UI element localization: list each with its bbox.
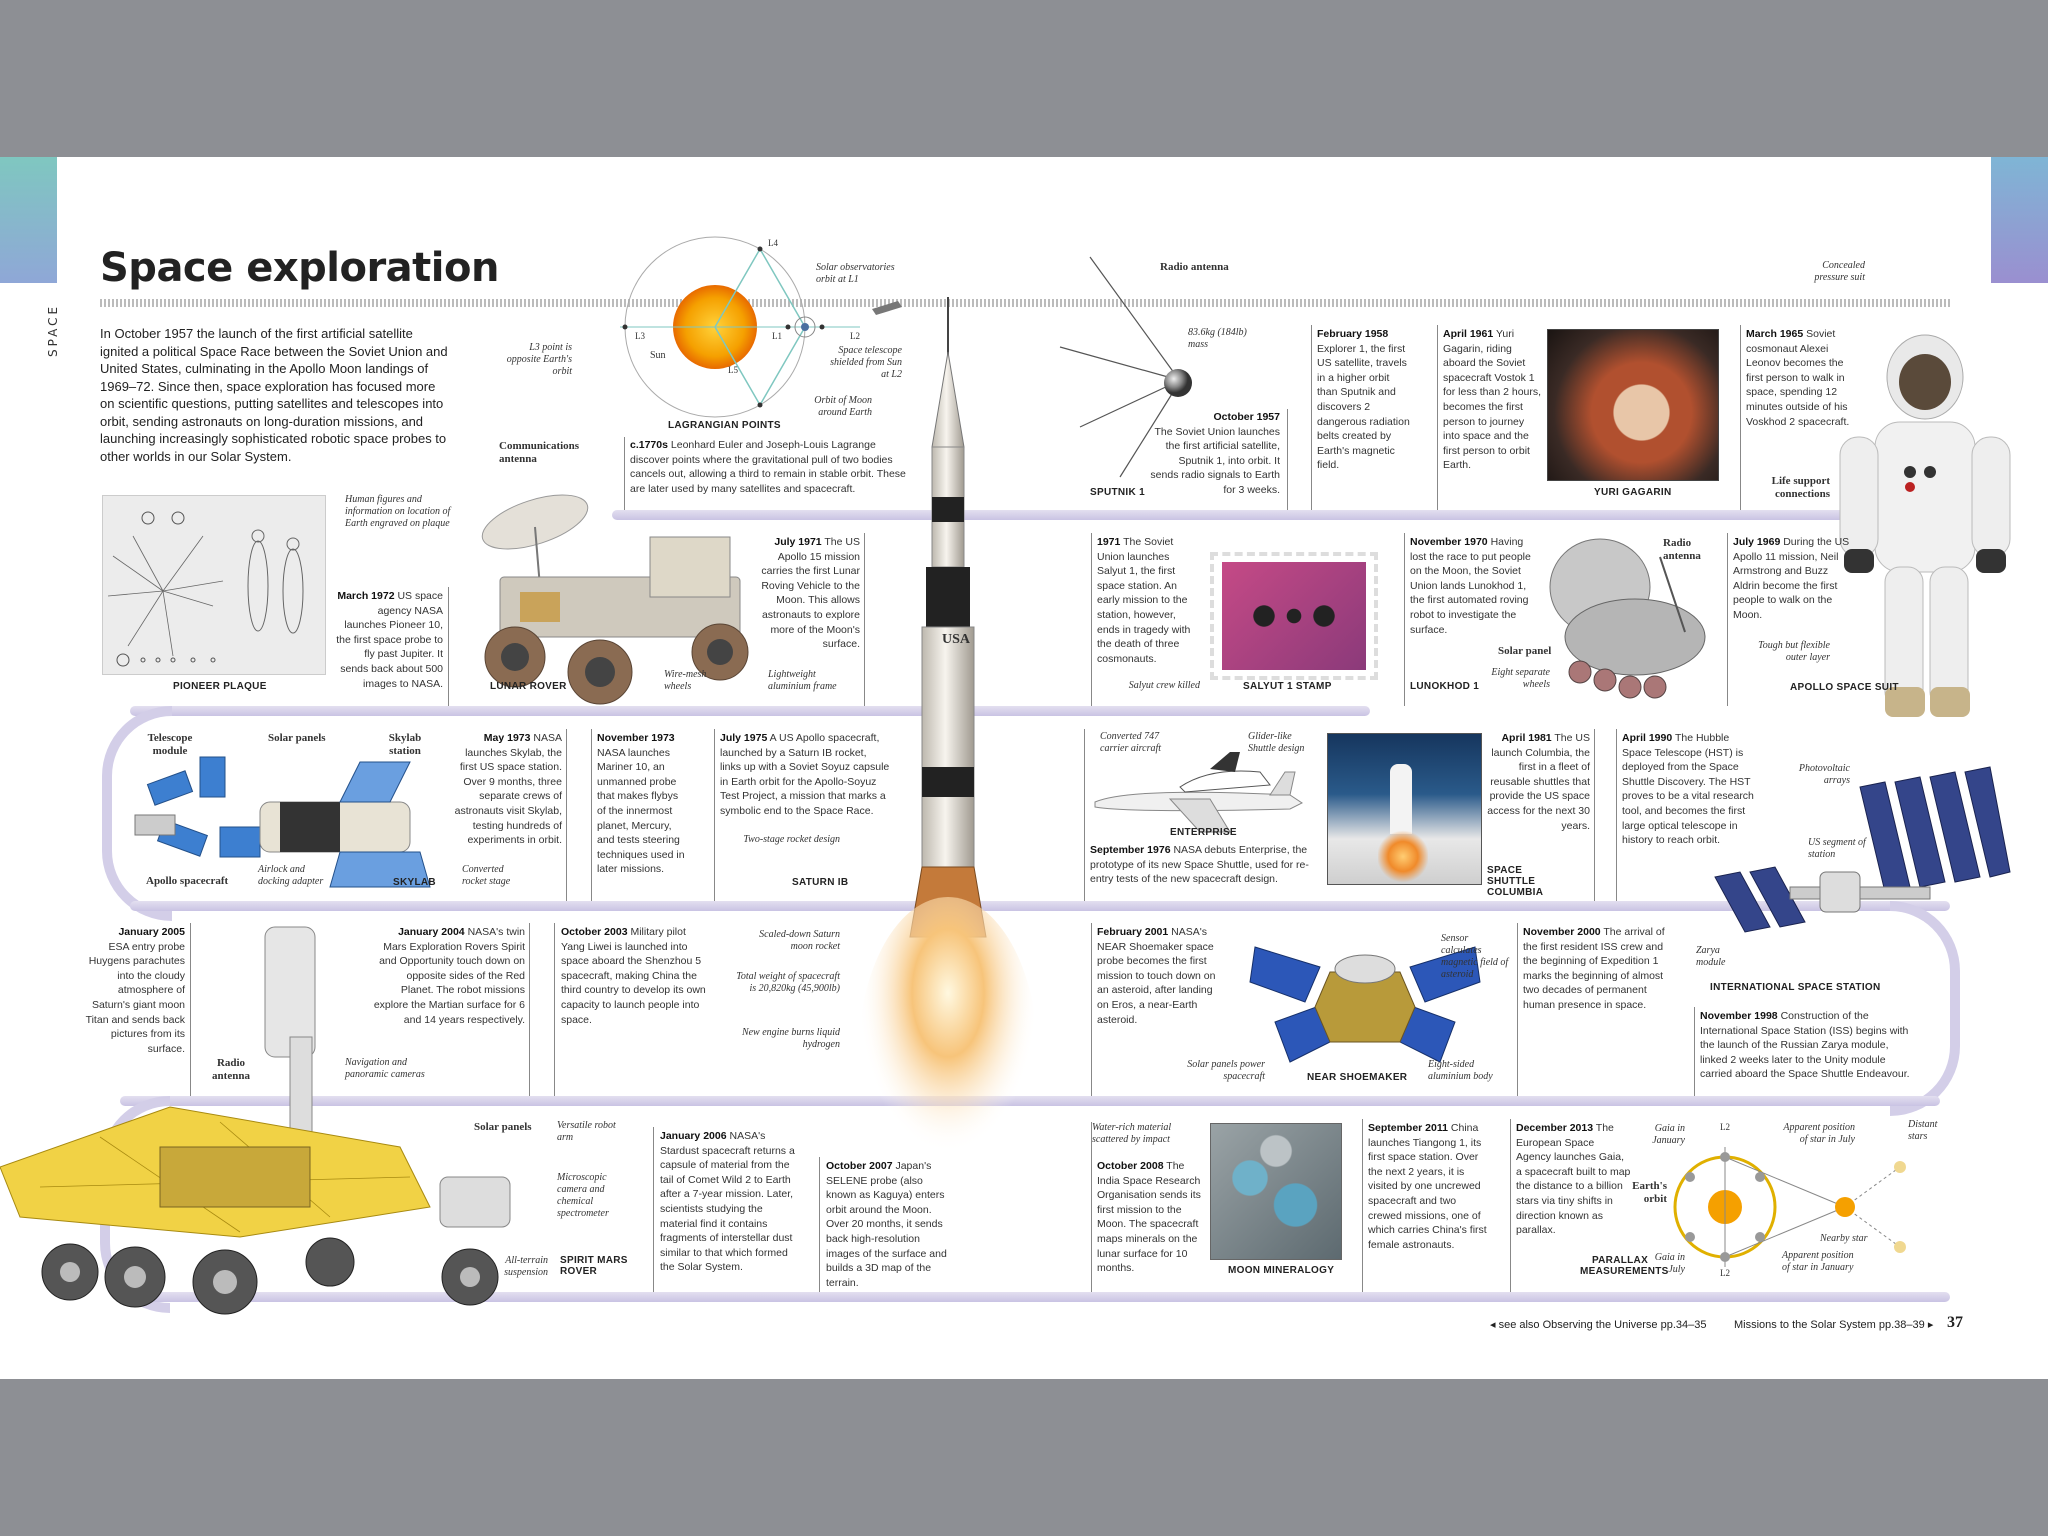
columbia-caption: SPACE SHUTTLE COLUMBIA (1487, 865, 1544, 898)
columbia-entry: April 1981 The US launch Columbia, the first in a fleet of reusable shuttles that provide the US space access for the next 30 years. (1487, 732, 1590, 832)
chandrayaan-entry: October 2008 The India Space Research Organisation sends its first mission to the Moon. The spacecraft maps minerals on the lunar surface for 10 months. (1097, 1160, 1201, 1275)
soyuz-entry: July 1975 A US Apollo spacecraft, launched by a Saturn IB rocket, links up with a Soviet Soyuz capsule in Earth orbit for the Apollo-Soyuz Test Project, a mission that marks a symbolic end to the Space Race. (720, 732, 890, 817)
suit-life-label: Life support connections (1771, 475, 1830, 500)
gaia-jan-label: Gaia in January (1652, 1123, 1685, 1146)
see-also-link[interactable]: ◂ see also Observing the Universe pp.34–35 (1490, 1319, 1707, 1331)
tick (1311, 325, 1312, 510)
gaia-app-jul-label: Apparent position of star in July (1783, 1122, 1855, 1145)
enterprise-glider-label: Glider-like Shuttle design (1248, 731, 1305, 754)
enterprise-caption: ENTERPRISE (1170, 827, 1237, 838)
gaia-l2-top: L2 (1720, 1122, 1730, 1132)
tick (1517, 923, 1518, 1096)
lunokhod-wheels-label: Eight separate wheels (1491, 667, 1550, 690)
lunokhod-entry: November 1970 Having lost the race to put people on the Moon, the Soviet Union lands Lunokhod 1, the first automated roving robot to investigate the surface. (1410, 536, 1531, 636)
gagarin-entry: April 1961 Yuri Gagarin, riding aboard the Soviet spacecraft Vostok 1 for less than 2 hours, becomes the first person to journey into space and the first person to orbit Earth. (1443, 328, 1542, 472)
gaia-entry: December 2013 The European Space Agency launches Gaia, a spacecraft built to map the distance to a billion stars via tiny shifts in direction known as parallax. (1516, 1122, 1631, 1237)
page-title: Space exploration (100, 245, 499, 291)
spirit-radio-label: Radio antenna (212, 1057, 250, 1082)
tick (1404, 533, 1405, 706)
iss-crew-entry: November 2000 The arrival of the first resident ISS crew and the beginning of Expedition 1 marks the beginning of almost two decades of permanent human presence in space. (1523, 926, 1665, 1011)
tick (1437, 325, 1438, 510)
spirit-entry: January 2004 NASA's twin Mars Exploration Rovers Spirit and Opportunity touch down on opposite sides of the Red Planet. The robot missions explore the Martian surface for 6 and 14 years respectively. (373, 926, 525, 1026)
page-number: 37 (1947, 1314, 1963, 1331)
saturn-stage-label: Two-stage rocket design (743, 834, 840, 845)
skylab-caption: SKYLAB (393, 877, 436, 888)
tick (1727, 533, 1728, 706)
near-entry: February 2001 NASA's NEAR Shoemaker space probe becomes the first mission to touch down on an asteroid, after landing on Eros, a near-Earth asteroid. (1097, 926, 1216, 1026)
apollo11-entry: July 1969 During the US Apollo 11 mission, Neil Armstrong and Buzz Aldrin become the first people to walk on the Moon. (1733, 536, 1850, 621)
lunokhod-caption: LUNOKHOD 1 (1410, 681, 1480, 692)
saturn-engine-label: New engine burns liquid hydrogen (741, 1027, 840, 1050)
skylab-solar-label: Solar panels (268, 732, 326, 744)
timeline-track-3 (130, 901, 1950, 911)
tick (1084, 729, 1085, 901)
skylab-converted-label: Converted rocket stage (462, 864, 511, 887)
leonov-entry: March 1965 Soviet cosmonaut Alexei Leonov becomes the first person to walk in space, spending 12 minutes outside of his Voskhod 2 spacecraft. (1746, 328, 1850, 428)
tick (1510, 1119, 1511, 1292)
moon-orbit-label: Orbit of Moon around Earth (814, 395, 872, 418)
tick (653, 1127, 654, 1292)
iss-us-label: US segment of station (1808, 837, 1866, 860)
earth-icon (801, 323, 809, 331)
spirit-terrain-label: All-terrain suspension (504, 1255, 548, 1278)
tick (1091, 533, 1092, 706)
sun-label: Sun (650, 350, 666, 361)
salyut-caption: SALYUT 1 STAMP (1243, 681, 1332, 692)
section-tab-left (0, 157, 57, 283)
apollo15-entry: July 1971 The US Apollo 15 mission carries the first Lunar Roving Vehicle to the Moon. This allows astronauts to explore more of the Moon's surface. (761, 536, 860, 651)
near-caption: NEAR SHOEMAKER (1307, 1072, 1408, 1083)
tick (1091, 1122, 1092, 1292)
l5-label: L5 (728, 365, 738, 375)
near-solar-label: Solar panels power spacecraft (1187, 1059, 1265, 1082)
gagarin-photo (1547, 329, 1719, 481)
sputnik-caption: SPUTNIK 1 (1090, 487, 1145, 498)
book-page (0, 157, 2048, 1379)
skylab-station-label: Skylab station (388, 732, 422, 757)
tick (529, 923, 530, 1096)
gaia-distant-label: Distant stars (1908, 1119, 1938, 1142)
section-tab-right (1991, 157, 2048, 283)
tick (566, 729, 567, 901)
saturn-scaled-label: Scaled-down Saturn moon rocket (759, 929, 840, 952)
salyut-entry: 1971 The Soviet Union launches Salyut 1, the first space station. An early mission to the station, however, ends in tragedy with the death of three cosmonauts. (1097, 536, 1191, 665)
l3-label: L3 (635, 331, 645, 341)
suit-caption: APOLLO SPACE SUIT (1790, 682, 1899, 693)
gaia-nearby-label: Nearby star (1820, 1233, 1868, 1244)
l1-label: L1 (772, 331, 782, 341)
spirit-arm-label: Versatile robot arm (557, 1120, 616, 1143)
l3-note: L3 point is opposite Earth's orbit (506, 342, 572, 377)
tick (714, 729, 715, 901)
skylab-telescope-label: Telescope module (147, 732, 193, 757)
pioneer-caption: PIONEER PLAQUE (173, 681, 267, 692)
saturn-weight-label: Total weight of spacecraft is 20,820kg (45,900lb) (736, 971, 840, 994)
lunar-rover-caption: LUNAR ROVER (490, 681, 567, 692)
explorer-entry: February 1958 Explorer 1, the first US satellite, travels in a higher orbit than Sputnik and discovers 2 dangerous radiation belts created by Earth's magnetic field. (1317, 328, 1410, 472)
tick (1694, 1007, 1695, 1096)
tick (1287, 409, 1288, 510)
iss-caption: INTERNATIONAL SPACE STATION (1710, 982, 1881, 993)
sputnik-sphere (1164, 369, 1192, 397)
iss-zarya-label: Zarya module (1696, 945, 1726, 968)
pioneer-human-label: Human figures and information on location of Earth engraved on plaque (345, 494, 451, 529)
tick (448, 587, 449, 706)
sputnik-mass-label: 83.6kg (184lb) mass (1188, 327, 1247, 350)
lagrange-entry: c.1770s Leonhard Euler and Joseph-Louis Lagrange discover points where the gravitational pull of two bodies cancels out, allowing a third to remain in stable orbit. These are later used by many satellites and spacecraft. (630, 439, 906, 495)
l4-label: L4 (768, 238, 778, 248)
skylab-apollo-label: Apollo spacecraft (146, 875, 229, 887)
tick (1091, 923, 1092, 1096)
iss-entry: November 1998 Construction of the International Space Station (ISS) begins with the launch of the Russian Zarya module, linked 2 weeks later to the Unity module carried aboard the Space Shuttle Endeavour. (1700, 1010, 1910, 1081)
rover-wire-label: Wire-mesh wheels (664, 669, 707, 692)
moon-mineralogy-image (1210, 1123, 1342, 1260)
gaia-l2-bottom: L2 (1720, 1268, 1730, 1278)
gaia-app-jan-label: Apparent position of star in January (1782, 1250, 1854, 1273)
tick (1616, 729, 1617, 901)
tick (1594, 729, 1595, 901)
stardust-entry: January 2006 NASA's Stardust spacecraft returns a capsule of material from the tail of Comet Wild 2 to Earth after a 7-year mission. Later, scientists studying the material find it contains fragments of interstellar dust similar to that which formed the Solar System. (660, 1130, 795, 1274)
gaia-earth-label: Earth's orbit (1632, 1180, 1667, 1205)
tick (819, 1157, 820, 1292)
suit-concealed-label: Concealed pressure suit (1814, 260, 1865, 283)
moon-water-label: Water-rich material scattered by impact (1092, 1122, 1172, 1145)
timeline-track-1 (612, 510, 1952, 520)
gaia-jul-label: Gaia in July (1654, 1252, 1685, 1275)
sputnik-entry: October 1957 The Soviet Union launches the first artificial satellite, Sputnik 1, into orbit. It sends radio signals to Earth for 3 weeks. (1150, 411, 1280, 496)
iss-pv-label: Photovoltaic arrays (1798, 763, 1850, 786)
spirit-nav-label: Navigation and panoramic cameras (345, 1057, 425, 1080)
moon-caption: MOON MINERALOGY (1228, 1265, 1335, 1276)
gaia-caption: PARALLAX MEASUREMENTS (1580, 1255, 1669, 1277)
hubble-entry: April 1990 The Hubble Space Telescope (HST) is deployed from the Space Shuttle Discovery. The HST proves to be a vital research tool, and becomes the first large optical telescope in history to reach orbit. (1622, 732, 1754, 847)
saturn-caption: SATURN IB (792, 877, 849, 888)
enterprise-illustration (1090, 747, 1310, 837)
near-eight-label: Eight-sided aluminium body (1428, 1059, 1493, 1082)
skylab-entry: May 1973 NASA launches Skylab, the first US space station. Over 9 months, three separate crews of astronauts visit Skylab, testing hundreds of experiments in orbit. (454, 732, 562, 847)
spirit-solar-label: Solar panels (474, 1121, 532, 1133)
lunokhod-solar-label: Solar panel (1498, 645, 1552, 657)
intro-text: In October 1957 the launch of the first artificial satellite ignited a political Space Race between the Soviet Union and United States, culminating in the Apollo Moon landings of 1969–72. Since then, space exploration has focused more on scientific questions, putting satellites and telescopes into orbit, sending astronauts on long-duration missions, and launching increasingly sophisticated robotic space probes to other worlds in our Solar System. (100, 326, 448, 464)
enterprise-converted-label: Converted 747 carrier aircraft (1100, 731, 1162, 754)
rover-light-label: Lightweight aluminium frame (768, 669, 837, 692)
tiangong-entry: September 2011 China launches Tiangong 1, its first space station. Over the next 2 years, it is visited by one uncrewed spacecraft and two crewed missions, one of which carries China's first female astronauts. (1368, 1122, 1487, 1251)
lagrangian-caption: LAGRANGIAN POINTS (668, 420, 781, 431)
space-telescope-label: Space telescope shielded from Sun at L2 (830, 345, 902, 380)
spirit-micro-label: Microscopic camera and chemical spectrometer (557, 1172, 609, 1219)
selene-entry: October 2007 Japan's SELENE probe (also known as Kaguya) enters orbit around the Moon. Over 20 months, it sends back high-resolution images of the surface and builds a 3D map of the terrain. (826, 1160, 947, 1289)
nearby-star-icon (1835, 1197, 1855, 1217)
columbia-photo (1327, 733, 1482, 885)
suit-outer-label: Tough but flexible outer layer (1758, 640, 1830, 663)
pioneer-plaque-image (102, 495, 326, 675)
lunokhod-radio-label: Radio antenna (1663, 537, 1701, 562)
usa-lettering: USA (942, 632, 971, 647)
l2-label: L2 (850, 331, 860, 341)
enterprise-entry: September 1976 NASA debuts Enterprise, the prototype of its new Space Shuttle, used for re-entry tests of the new spacecraft design. (1090, 844, 1309, 886)
section-label: SPACE (46, 303, 60, 357)
salyut-crew-label: Salyut crew killed (1128, 680, 1200, 691)
skylab-airlock-label: Airlock and docking adapter (258, 864, 324, 887)
space-suit-illustration (1830, 327, 2010, 727)
pioneer-entry: March 1972 US space agency NASA launches Pioneer 10, the first space probe to fly past Jupiter. It sends back about 500 images to NASA. (336, 590, 443, 690)
spirit-caption: SPIRIT MARS ROVER (560, 1255, 628, 1277)
mariner-entry: November 1973 NASA launches Mariner 10, an unmanned probe that makes flybys of the innermost planet, Mercury, and tests steering techniques used in later missions. (597, 732, 685, 876)
rover-comm-label: Communications antenna (499, 440, 580, 465)
tick (591, 729, 592, 901)
huygens-entry: January 2005 ESA entry probe Huygens parachutes into the cloudy atmosphere of Saturn's giant moon Titan and sends back pictures from its surface. (85, 926, 185, 1055)
tick (554, 923, 555, 1096)
sputnik-radio-label: Radio antenna (1160, 261, 1229, 273)
solar-obs-label: Solar observatories orbit at L1 (816, 262, 895, 285)
missions-link[interactable]: Missions to the Solar System pp.38–39 ▸ (1734, 1319, 1934, 1331)
gagarin-caption: YURI GAGARIN (1594, 487, 1672, 498)
tick (1362, 1119, 1363, 1292)
near-sensor-label: Sensor calculates magnetic field of asteroid (1441, 933, 1509, 980)
salyut-stamp-image (1210, 552, 1378, 680)
iss-illustration (1710, 777, 2010, 977)
shenzhou-entry: October 2003 Military pilot Yang Liwei is launched into space aboard the Shenzhou 5 spacecraft, making China the third country to develop its own capacity to launch people into space. (561, 926, 706, 1026)
